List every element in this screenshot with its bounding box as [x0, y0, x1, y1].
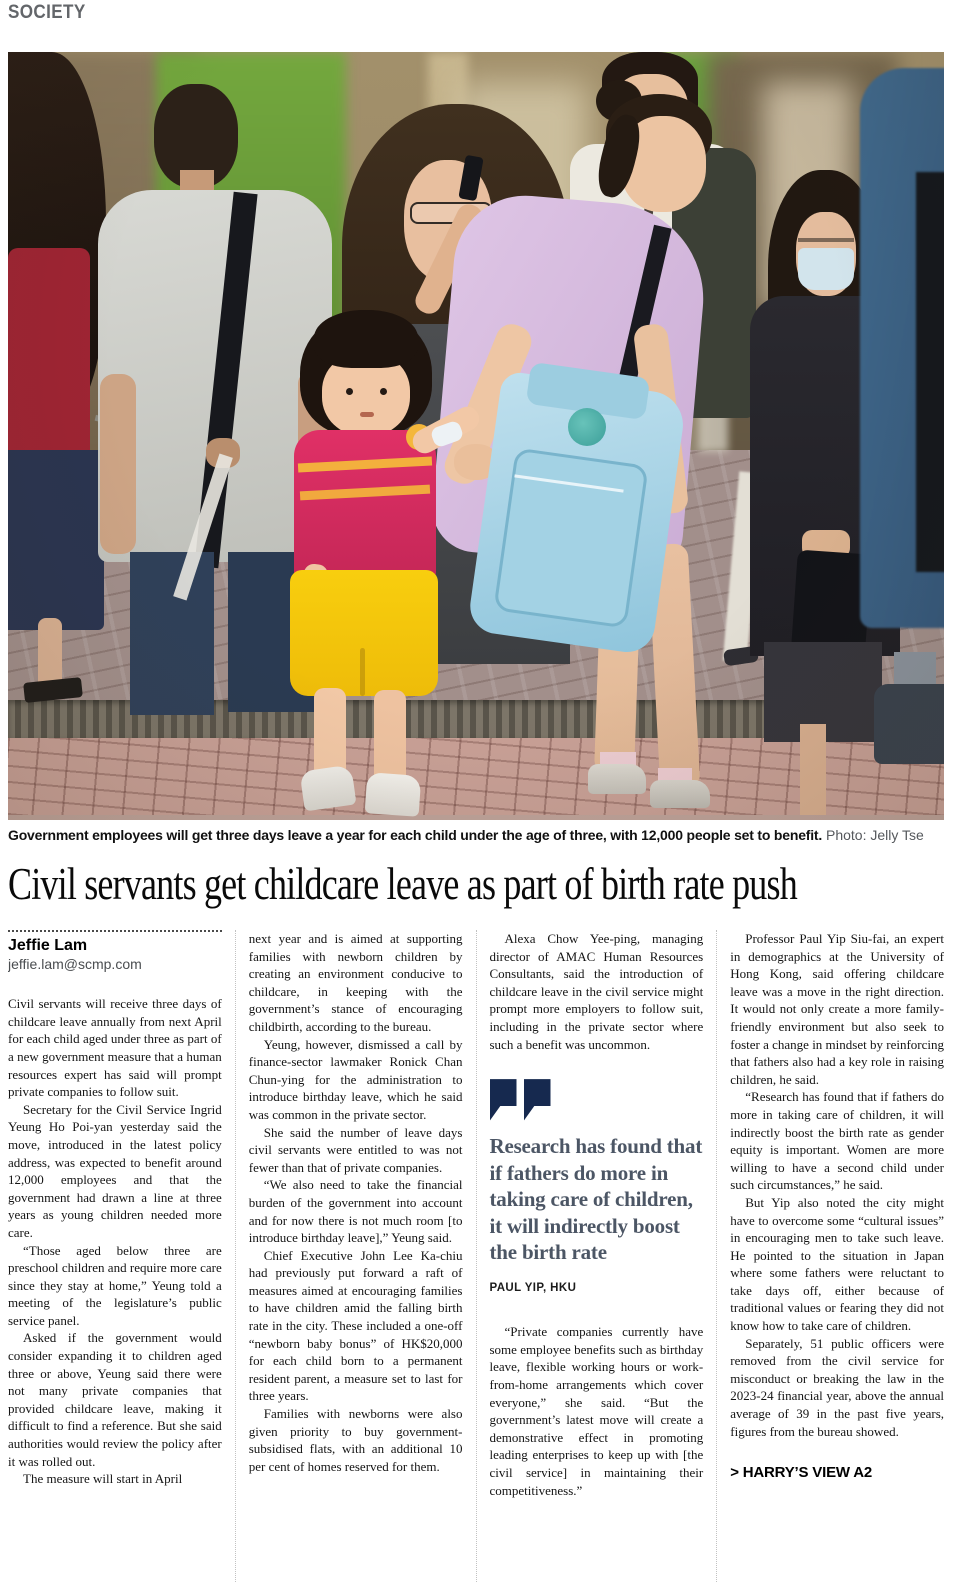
mother-sock — [600, 752, 636, 768]
pedestrian-left-leg — [38, 618, 62, 692]
blue-schoolbag-logo — [568, 408, 606, 446]
photo-green-wall — [156, 52, 346, 572]
blue-schoolbag-zip — [514, 474, 623, 492]
masked-woman-bag — [790, 550, 872, 667]
child-leg — [314, 688, 346, 782]
photo-caption — [8, 826, 944, 844]
masked-woman-leg — [800, 724, 826, 815]
mother-leg — [648, 543, 701, 791]
child-shorts-seam — [360, 648, 365, 696]
paragraph: Professor Paul Yip Siu-fai, an expert in demographics at the University of Hong Kong, said offering childcare leave was a move in the right direction. It would not only create a more family-friendly environment but also seek to foster a change in mindset by reinforcing that fathers also had a key role in raising children, he said. — [730, 931, 944, 1087]
child-sneaker — [365, 772, 422, 817]
pull-quote-attribution: PAUL YIP, HKU — [489, 1281, 577, 1294]
child-arm — [295, 563, 328, 657]
mother-shoulder-bag — [531, 416, 639, 628]
mother-lavender-shirt — [429, 190, 711, 571]
pedestrian-left-culottes — [8, 450, 104, 630]
article-body — [8, 930, 944, 1582]
photo-blurred-crowd — [458, 82, 588, 362]
photo-pavement — [8, 450, 944, 720]
caption-text: Government employees will get three days leave a year for each child under the age of three, with 12,000 people set to benefit. — [8, 827, 823, 843]
polo-man-arm — [100, 374, 136, 554]
paragraph: The measure will start in April — [23, 1471, 183, 1487]
mother-hair-bun — [596, 80, 642, 122]
child-raised-arm — [409, 403, 484, 458]
masked-man-lanyard — [640, 148, 661, 244]
masked-woman-skirt — [764, 642, 882, 742]
child-eye — [346, 388, 353, 395]
masked-woman-mask — [798, 248, 854, 290]
masked-woman-hands — [802, 530, 850, 558]
pedestrian-shoe — [723, 646, 759, 667]
masked-man-badge — [652, 236, 668, 258]
mother-arm — [440, 319, 536, 488]
phone-woman-face — [404, 160, 492, 282]
paragraph: Secretary for the Civil Service Ingrid Yeung Ho Poi-yan yesterday said the move, introduced in the latest policy address, was expected to benefit around 12,000 employees and that the government had drawn a line at three years as young children needed more care. — [8, 1101, 222, 1240]
photo-background-left — [8, 52, 198, 522]
masked-man-shirt — [570, 144, 736, 364]
phone-woman-glasses — [410, 202, 492, 224]
byline-email: jeffie.lam@scmp.com — [8, 955, 142, 972]
paragraph: But Yip also noted the city might have to overcome some “cultural issues” in encouraging men to take such leave. He pointed to the situation in Japan where some fathers were reluctant to take days off, either because of traditional values or fearing they did not know how to take care of children. — [730, 1194, 944, 1334]
quote-icon — [490, 1079, 704, 1123]
pedestrian-white-trousers-leg — [723, 471, 763, 662]
paragraph: Yeung, however, dismissed a call by finance-sector lawmaker Ronick Chan Chun-ying for the administration to introduce birthday leave, which he said was common in the private sector. — [248, 1036, 463, 1122]
child-eye — [380, 388, 387, 395]
pedestrian-left-hair — [8, 52, 106, 424]
polo-man-shirt — [98, 190, 332, 562]
column-3 — [476, 930, 717, 1582]
masked-man-hair — [602, 52, 698, 118]
teal-pedestrian-sock — [894, 652, 936, 692]
mother-sneaker — [650, 780, 710, 808]
paragraph: “Those aged below three are preschool children and require more care since they stay at home,” Yeung told a meeting of the legislature’s public service panel. — [8, 1242, 222, 1328]
polo-man-jeans — [228, 552, 314, 712]
child-mouth — [360, 412, 374, 417]
polo-man-jeans — [130, 552, 214, 715]
mother-arm — [633, 323, 690, 516]
pedestrian-white-trousers-leg — [753, 466, 796, 652]
pedestrian-left-sandal — [23, 677, 83, 703]
paragraph: Separately, 51 public officers were removed from the civil service for misconduct or breaking the law in the 2023-24 financial year, above the annual average of 39 in the past five years, figures from the bureau showed. — [730, 1335, 944, 1439]
polo-man-head — [154, 84, 238, 188]
blue-schoolbag-flap — [526, 362, 651, 420]
masked-woman-hair — [768, 170, 882, 382]
mother-bag-strap — [606, 225, 671, 436]
phone-woman-arm — [411, 200, 486, 317]
byline-block — [8, 930, 222, 973]
masked-woman-shirt — [750, 296, 900, 656]
paragraph: “Research has found that if fathers do more in taking care of children, it will indirectly boost the birth rate as gender equity is important. Women are more willing to have a second child under such circumstances,” he said. — [730, 1089, 944, 1193]
masked-woman-face — [796, 212, 856, 296]
photo-handrail — [95, 415, 350, 479]
paragraph: “Private companies currently have some employee benefits such as birthday leave, flexible working hours or work-from-home arrangements which cover everyone,” she said. “But the government’s latest move will create a demonstrative effect in promoting leading enterprises to keep up with [the civil service] in maintaining their competitiveness.” — [489, 1324, 704, 1498]
column-1 — [8, 930, 235, 1582]
photo-credit: Photo: Jelly Tse — [822, 827, 924, 843]
child-yellow-shorts — [290, 570, 438, 696]
paragraph: Civil servants will receive three days of childcare leave annually from next April for each child aged under three as part of a new government measure that a human resources expert has said will prompt private companies to follow suit. — [8, 996, 222, 1100]
masked-man-vest — [672, 148, 756, 418]
mother-sneaker — [588, 764, 646, 794]
teal-pedestrian-shoe — [874, 684, 944, 764]
child-top-stripe — [300, 485, 430, 501]
paragraph: Asked if the government would consider expanding it to children aged three or above, Yeung said there were not many private companies that provided childcare leave, making it difficult to find a reference. But she said authorities would review the policy after it was rolled out. — [8, 1330, 222, 1469]
child-toy — [429, 419, 464, 448]
child-top-stripe — [298, 456, 432, 472]
clasped-hands — [454, 444, 498, 480]
article-photo — [8, 52, 944, 820]
section-header: SOCIETY — [8, 2, 86, 23]
phone-woman-shirt — [344, 324, 570, 664]
photo-blurred-figure — [763, 82, 853, 312]
paragraph: next year and is aimed at supporting families with newborn children by creating an environment conducive to childcare, in keeping with the government’s stance of encouraging childbirth, according to the bureau. — [248, 931, 463, 1034]
polo-man-neck — [180, 170, 214, 196]
column-4 — [716, 930, 944, 1582]
child-leg — [374, 690, 406, 786]
photo-tactile-strip — [8, 700, 944, 738]
pull-quote: Research has found that if fathers do more in taking care of children, it will indirectly boost the birth rate — [489, 1134, 703, 1265]
paragraph: She said the number of leave days civil servants were entitled to was not fewer than that of private companies. — [248, 1124, 463, 1175]
photo-pillar — [428, 52, 468, 472]
polo-man-arm — [298, 370, 332, 548]
paragraph: Chief Executive John Lee Ka-chiu had previously put forward a raft of measures aimed at encouraging families to have children amid the falling birth rate in the city. These included a one-off “newborn baby bonus” of HK$20,000 for each child born to a permanent resident parent, a measure set to last for three years. — [248, 1247, 463, 1404]
mother-sock — [658, 768, 692, 782]
phone-woman-phone — [458, 155, 483, 201]
photo-background-right — [708, 52, 898, 552]
mother-face — [620, 116, 706, 212]
child-hair — [300, 310, 432, 436]
quote-mark-icon — [490, 1079, 517, 1121]
photo-green-wall-2 — [638, 52, 738, 322]
pedestrian-left-red-top — [8, 248, 90, 508]
column-2 — [235, 930, 476, 1582]
polo-man-white-bag — [173, 454, 233, 601]
photo-bollard — [698, 312, 728, 452]
related-teaser: > HARRY’S VIEW A2 — [730, 1464, 873, 1482]
paragraph: “We also need to take the financial burden of the government into account and for now there is not much room [to introduce birthday leave],” Yeung said. — [248, 1177, 463, 1246]
blue-schoolbag — [467, 370, 688, 655]
child-pink-top — [294, 430, 436, 582]
byline-name: Jeffie Lam — [8, 937, 88, 954]
polo-man-bag-strap — [194, 192, 257, 568]
polo-man-hand — [206, 438, 240, 468]
child-face — [322, 352, 410, 436]
headline: Civil servants get childcare leave as part of birth rate push — [8, 859, 797, 909]
child-sleeve-trim — [406, 424, 432, 450]
masked-man-mask — [612, 98, 688, 146]
photo-brick-paving — [8, 738, 944, 815]
mother-hair-side — [592, 111, 645, 201]
teal-pedestrian-backpack — [916, 172, 944, 572]
mother-hair — [606, 94, 712, 170]
paragraph: Families with newborns were also given priority to buy government-subsidised flats, with an additional 10 per cent of homes reserved for them. — [248, 1406, 463, 1474]
paragraph: Alexa Chow Yee-ping, managing director of AMAC Human Resources Consultants, said the introduction of childcare leave in the civil service might prompt more employers to follow suit, including in the private sector where such a benefit was uncommon. — [489, 931, 704, 1052]
teal-jacket-pedestrian — [860, 68, 944, 628]
child-sneaker — [299, 765, 356, 812]
masked-man-face — [612, 74, 688, 150]
blue-schoolbag-pocket — [493, 447, 649, 628]
child-bangs — [314, 310, 418, 368]
quote-mark-icon — [524, 1079, 551, 1121]
phone-woman-hair — [342, 104, 570, 524]
mother-leg — [594, 543, 642, 774]
masked-woman-glasses — [798, 238, 854, 242]
